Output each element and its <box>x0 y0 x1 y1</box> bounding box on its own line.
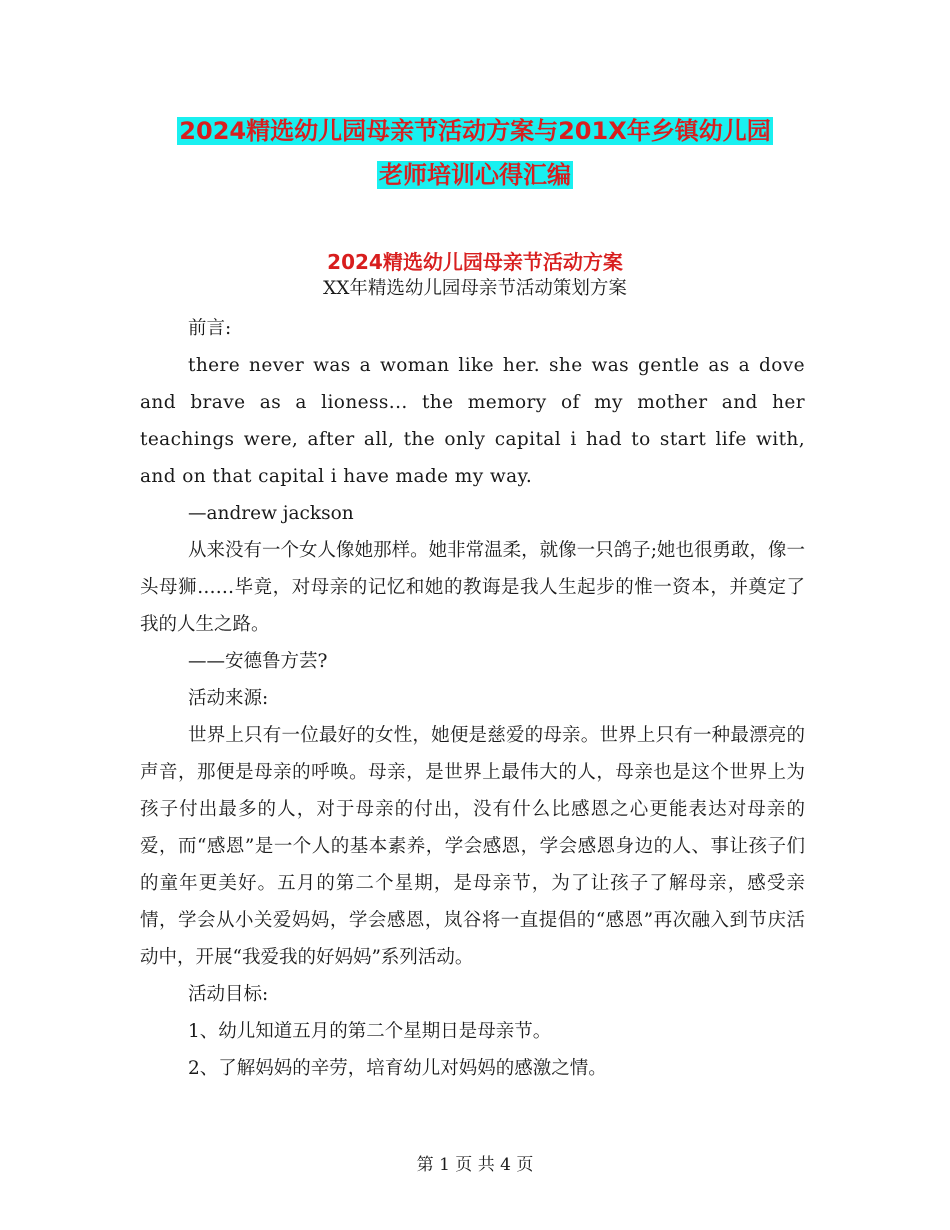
paragraph-quote-author-cn: ——安德鲁方芸? <box>188 651 328 672</box>
paragraph-activity-source-label: 活动来源: <box>188 688 269 709</box>
paragraph-chinese-quote: 从来没有一个女人像她那样。她非常温柔，就像一只鸽子;她也很勇敢，像一头母狮……毕竟，对母亲的记忆和她的教诲是我人生起步的惟一资本，并奠定了我的人生之路。 <box>140 540 805 635</box>
paragraph-preface-label: 前言: <box>188 318 232 339</box>
document-title-line-2: 老师培训心得汇编 <box>379 161 571 189</box>
paragraph-quote-author-en: —andrew jackson <box>188 503 354 524</box>
paragraph-english-quote: there never was a woman like her. she was gentle as a dove and brave as a lioness... the memory of my mother and her teachings were, after all, the only capital i had to start life with, and on that capital i have made my way. <box>140 355 805 487</box>
section-heading: 2024精选幼儿园母亲节活动方案 <box>327 250 623 274</box>
page-footer: 第 1 页 共 4 页 <box>416 1155 534 1175</box>
paragraph-activity-goals-label: 活动目标: <box>188 984 269 1005</box>
paragraph-goal-1: 1、幼儿知道五月的第二个星期日是母亲节。 <box>188 1021 552 1042</box>
document-title-line-1: 2024精选幼儿园母亲节活动方案与201X年乡镇幼儿园 <box>179 117 771 145</box>
section-subheading: XX年精选幼儿园母亲节活动策划方案 <box>323 278 627 299</box>
paragraph-goal-2: 2、了解妈妈的辛劳，培育幼儿对妈妈的感激之情。 <box>188 1058 607 1079</box>
paragraph-activity-source: 世界上只有一位最好的女性，她便是慈爱的母亲。世界上只有一种最漂亮的声音，那便是母亲的呼唤。母亲，是世界上最伟大的人，母亲也是这个世界上为孩子付出最多的人，对于母亲的付出，没有什么比感恩之心更能表达对母亲的爱，而“感恩”是一个人的基本素养，学会感恩，学会感恩身边的人、事让孩子们的童年更美好。五月的第二个星期，是母亲节，为了让孩子了解母亲，感受亲情，学会从小关爱妈妈，学会感恩，岚谷将一直提倡的“感恩”再次融入到节庆活动中，开展“我爱我的好妈妈”系列活动。 <box>140 725 805 968</box>
document-body <box>140 310 805 1087</box>
